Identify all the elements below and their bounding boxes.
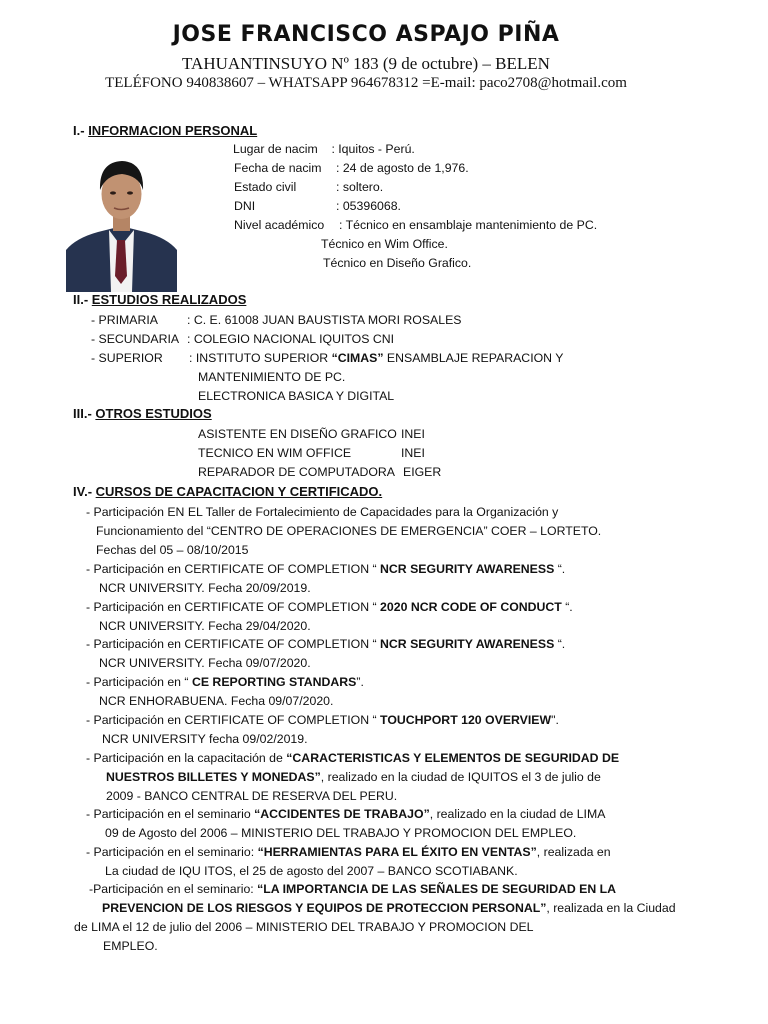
other-study-name: TECNICO EN WIM OFFICE [198, 446, 352, 460]
other-study-org: EIGER [403, 465, 442, 479]
birthdate-label: Fecha de nacim [234, 161, 322, 175]
course-line: 2009 - BANCO CENTRAL DE RESERVA DEL PERU. [106, 789, 398, 803]
course-line: - Participación en CERTIFICATE OF COMPLETION “ TOUCHPORT 120 OVERVIEW". [86, 713, 559, 727]
section-other-studies-heading: III.- OTROS ESTUDIOS [73, 406, 212, 421]
course-line: EMPLEO. [103, 939, 158, 953]
superior-value-line: MANTENIMIENTO DE PC. [198, 370, 346, 384]
civil-status-label: Estado civil [234, 180, 297, 194]
course-line: - Participación en CERTIFICATE OF COMPLETION “ 2020 NCR CODE OF CONDUCT “. [86, 600, 573, 614]
course-line: La ciudad de IQU ITOS, el 25 de agosto del 2007 – BANCO SCOTIABANK. [105, 864, 518, 878]
course-line: - Participación en CERTIFICATE OF COMPLETION “ NCR SEGURITY AWARENESS “. [86, 637, 566, 651]
other-study-name: ASISTENTE EN DISEÑO GRAFICO [198, 427, 397, 441]
course-line: NCR UNIVERSITY. Fecha 29/04/2020. [99, 619, 311, 633]
birthplace-row [233, 140, 415, 159]
secundaria-value: : COLEGIO NACIONAL IQUITOS CNI [187, 332, 395, 346]
course-line: - Participación en la capacitación de “CARACTERISTICAS Y ELEMENTOS DE SEGURIDAD DE [86, 751, 620, 765]
academic-level-value: : Técnico en ensamblaje mantenimiento de PC. [339, 218, 598, 232]
other-study-name: REPARADOR DE COMPUTADORA [198, 465, 395, 479]
course-line: PREVENCION DE LOS RIESGOS Y EQUIPOS DE PROTECCION PERSONAL”, realizada en la Ciudad [102, 901, 676, 915]
dni-value: : 05396068. [336, 199, 401, 213]
secundaria-label: - SECUNDARIA [91, 332, 180, 346]
superior-label: - SUPERIOR [91, 351, 163, 365]
address-line: TAHUANTINSUYO Nº 183 (9 de octubre) – BELEN [182, 54, 550, 73]
primaria-label: - PRIMARIA [91, 313, 158, 327]
section-studies-heading: II.- ESTUDIOS REALIZADOS [73, 292, 247, 307]
civil-status-value: : soltero. [336, 180, 384, 194]
contact-line: TELÉFONO 940838607 – WHATSAPP 964678312 =E-mail: paco2708@hotmail.com [105, 75, 627, 91]
course-line: NCR UNIVERSITY. Fecha 20/09/2019. [99, 581, 311, 595]
course-line: -Participación en el seminario: “LA IMPORTANCIA DE LAS SEÑALES DE SEGURIDAD EN LA [89, 882, 617, 896]
course-line: - Participación en “ CE REPORTING STANDARS”. [86, 675, 364, 689]
academic-level-label: Nivel académico [234, 218, 325, 232]
course-line: - Participación en el seminario: “HERRAMIENTAS PARA EL ÉXITO EN VENTAS”, realizada en [86, 845, 611, 859]
course-line: NUESTROS BILLETES Y MONEDAS”, realizado en la ciudad de IQUITOS el 3 de julio de [106, 770, 601, 784]
superior-value-line: ELECTRONICA BASICA Y DIGITAL [198, 389, 395, 403]
birthplace-label: Lugar de nacim [233, 142, 318, 156]
other-study-org: INEI [401, 427, 425, 441]
course-line: Funcionamiento del “CENTRO DE OPERACIONES DE EMERGENCIA” COER – LORTETO. [96, 524, 602, 538]
course-line: 09 de Agosto del 2006 – MINISTERIO DEL TRABAJO Y PROMOCION DEL EMPLEO. [105, 826, 577, 840]
course-line: NCR UNIVERSITY. Fecha 09/07/2020. [99, 656, 311, 670]
course-line: - Participación en el seminario “ACCIDENTES DE TRABAJO”, realizado en la ciudad de LIMA [86, 807, 606, 821]
section-courses-heading: IV.- CURSOS DE CAPACITACION Y CERTIFICADO. [73, 484, 383, 499]
portrait-image [66, 150, 177, 292]
birthplace-value: : Iquitos - Perú. [331, 142, 415, 156]
academic-level-extra: Técnico en Diseño Grafico. [323, 256, 472, 270]
academic-level-extra: Técnico en Wim Office. [321, 237, 448, 251]
profile-photo [66, 150, 177, 292]
dni-label: DNI [234, 199, 256, 213]
section-personal-heading: I.- INFORMACION PERSONAL [73, 123, 258, 138]
birthdate-value: : 24 de agosto de 1,976. [336, 161, 469, 175]
course-line: Fechas del 05 – 08/10/2015 [96, 543, 249, 557]
superior-value: : INSTITUTO SUPERIOR “CIMAS” ENSAMBLAJE REPARACION Y [189, 351, 564, 365]
primaria-value: : C. E. 61008 JUAN BAUSTISTA MORI ROSALES [187, 313, 462, 327]
cv-name: JOSE FRANCISCO ASPAJO PIÑA [172, 22, 560, 47]
other-study-org: INEI [401, 446, 425, 460]
course-line: de LIMA el 12 de julio del 2006 – MINISTERIO DEL TRABAJO Y PROMOCION DEL [74, 920, 534, 934]
course-line: NCR UNIVERSITY fecha 09/02/2019. [102, 732, 308, 746]
course-line: - Participación en CERTIFICATE OF COMPLETION “ NCR SEGURITY AWARENESS “. [86, 562, 566, 576]
course-line: NCR ENHORABUENA. Fecha 09/07/2020. [99, 694, 334, 708]
course-line: - Participación EN EL Taller de Fortalecimiento de Capacidades para la Organización y [86, 505, 559, 519]
